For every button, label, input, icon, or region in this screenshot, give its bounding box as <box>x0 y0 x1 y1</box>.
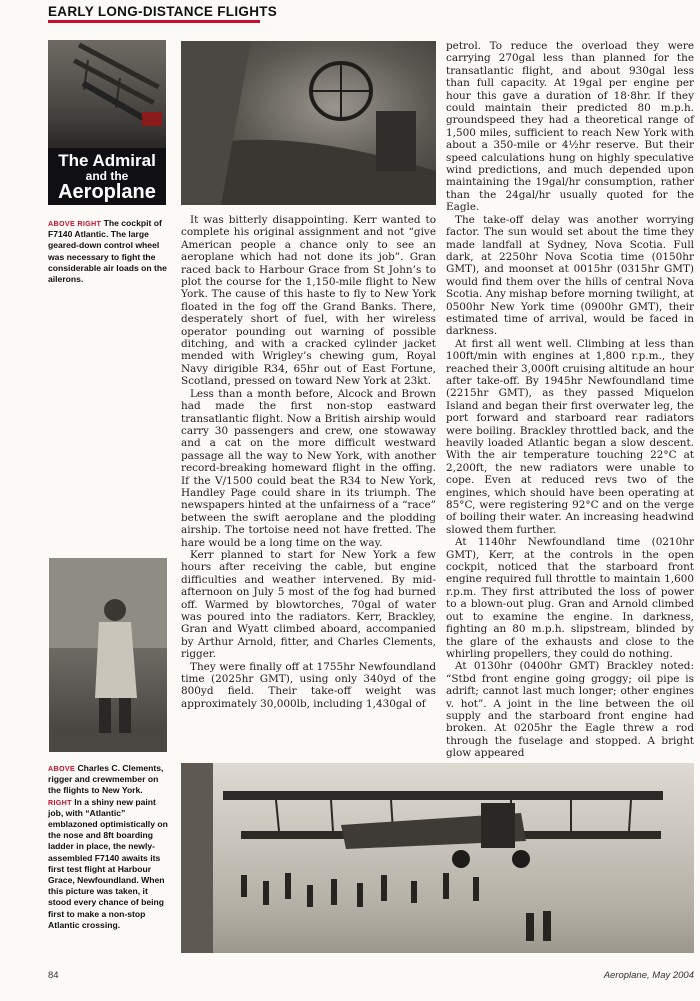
logo-photo <box>48 40 166 148</box>
caption-lead: ABOVE <box>48 764 76 773</box>
clements-photo <box>49 558 167 752</box>
biplane-silhouette-icon <box>48 40 166 148</box>
caption-lead: RIGHT <box>48 797 72 807</box>
caption-text: The cockpit of F7140 Atlantic. The large geared-down control wheel was necessary to fight the considerable air loads on the ailerons. <box>48 218 167 285</box>
paragraph: They were finally off at 1755hr Newfoundland time (2025hr GMT), using only 340yd of the 800yd field. Their take-off weight was approximately 30,000lb, including 1,430gal of <box>181 660 436 710</box>
cockpit-photo <box>181 41 436 205</box>
logo-line-2: and the <box>85 169 129 183</box>
caption-clements-plane <box>48 763 168 931</box>
series-logo <box>48 40 166 205</box>
paragraph: Less than a month before, Alcock and Brown had made the first non-stop eastward transatlantic flight. Now a British airship would carry 30 passengers and crew, one stowaway and a cat on the more difficult westward passage all the way to New York, with another record-breaking homeward flight in the offing. If the V/1500 could beat the R34 to New York, Handley Page could share in its triumph. The newspapers hinted at the unfairness of a “race” between the swift aeroplane and the plodding airship. The tortoise need not have fretted. The hare would be a long time on the way. <box>181 387 436 549</box>
caption-text: Charles C. Clements, rigger and crewmember on the flights to New York. <box>48 763 164 796</box>
caption-text: In a shiny new paint job, with “Atlantic” emblazoned optimistically on the nose and 8ft boarding ladder in place, the newly-assembled F7140 awaits its first test flight at Harbour Grace, Newfoundland. When this picture was taken, it stood every chance of being first to make a non-stop Atlantic crossing. <box>48 796 168 930</box>
caption-lead: ABOVE RIGHT <box>48 219 102 228</box>
text-column-b <box>446 40 694 760</box>
cockpit-photo-icon <box>181 41 436 205</box>
man-portrait-icon <box>49 558 167 752</box>
paragraph: At 0130hr (0400hr GMT) Brackley noted: “Stbd front engine going groggy; oil pipe is adrift; cannot last much longer; other engines v. hot”. A joint in the line between the oil supply and the starboard front engine had broken. At 0205hr the Eagle threw a rod through the fuselage and stopped. A bright glow appeared <box>446 660 694 760</box>
text-column-a <box>181 214 436 710</box>
header-rule <box>48 20 260 23</box>
section-header: EARLY LONG-DISTANCE FLIGHTS <box>48 4 278 19</box>
logo-title <box>48 152 166 202</box>
page-number: 84 <box>48 970 59 981</box>
paragraph: The take-off delay was another worrying factor. The sun would set about the time they made landfall at Sydney, Nova Scotia. Full dark, at 2250hr Nova Scotia time (0150hr GMT), and moonset at 0015hr (0315hr GMT) would find them over the hills of central Nova Scotia. Any mishap before morning twilight, at 0500hr New York time (0900hr GMT), their estimated time of arrival, would be faced in darkness. <box>446 213 694 338</box>
aeroplane-photo <box>181 763 694 953</box>
handley-page-biplane-icon <box>181 763 694 953</box>
paragraph: Kerr planned to start for New York a few hours after receiving the cable, but engine difficulties and weather intervened. By mid-afternoon on July 5 most of the fog had burned off. Warmed by blowtorches, 70gal of water was poured into the radiators. Kerr, Brackley, Gran and Wyatt climbed aboard, accompanied by Arthur Arnold, fitter, and Charles Clements, rigger. <box>181 548 436 661</box>
caption-cockpit <box>48 218 168 285</box>
magazine-credit: Aeroplane, May 2004 <box>603 970 694 981</box>
paragraph: It was bitterly disappointing. Kerr wanted to complete his original assignment and not “give American people a chance only to see an aeroplane which had not done its job”. Gran raced back to Harbour Grace from St John’s to plot the course for the 1,150-mile flight to New York. The cause of this haste to fly to New York floated in the fog off the Grand Banks. There, desperately short of fuel, with her wireless operator pounding out warning of possible ditching, and with a cracked cylinder jacket mended with Wrigley’s chewing gum, Royal Navy dirigible R34, 65hr out of East Fortune, Scotland, pressed on toward New York at 23kt. <box>181 214 436 388</box>
logo-line-1: The Admiral <box>58 151 156 170</box>
paragraph: At 1140hr Newfoundland time (0210hr GMT), Kerr, at the controls in the open cockpit, noticed that the starboard front engine required full throttle to maintain 1,600 r.p.m. They first attributed the loss of power to a blown-out plug. Gran and Arnold climbed out to examine the engine. In darkness, fighting an 80 m.p.h. slipstream, blinded by the glare of the exhausts and close to the whirling propellers, they could do nothing. <box>446 536 694 660</box>
paragraph: At first all went well. Climbing at less than 100ft/min with engines at 1,800 r.p.m., they reached their 3,000ft cruising altitude an hour after take-off. By 1945hr Newfoundland time (2215hr GMT), as they passed Miquelon Island and began their first overwater leg, the port forward and starboard rear radiators were boiling. Brackley throttled back, and the heavily loaded Atlantic began a slow descent. With the air temperature touching 22°C at 2,200ft, the new radiators were unable to cope. Even at reduced revs two of the engines, which should have been operating at 85°C, were registering 92°C and on the verge of boiling their water. An increasing headwind slowed them further. <box>446 337 694 536</box>
paragraph: petrol. To reduce the overload they were carrying 270gal less than planned for the transatlantic flight, and about 930gal less than full capacity. At 19gal per engine per hour this gave a duration of 18·8hr. If they could maintain their predicted 80 m.p.h. groundspeed they had a theoretical range of 1,500 miles, sufficient to reach New York with about a 350-mile or 4½hr reserve. But their speed calculations hung on highly speculative wind predictions, and much depended upon maintaining the 19gal/hr consumption, rather than the 24gal/hr usually quoted for the Eagle. <box>446 40 694 214</box>
logo-line-3: Aeroplane <box>58 181 156 203</box>
